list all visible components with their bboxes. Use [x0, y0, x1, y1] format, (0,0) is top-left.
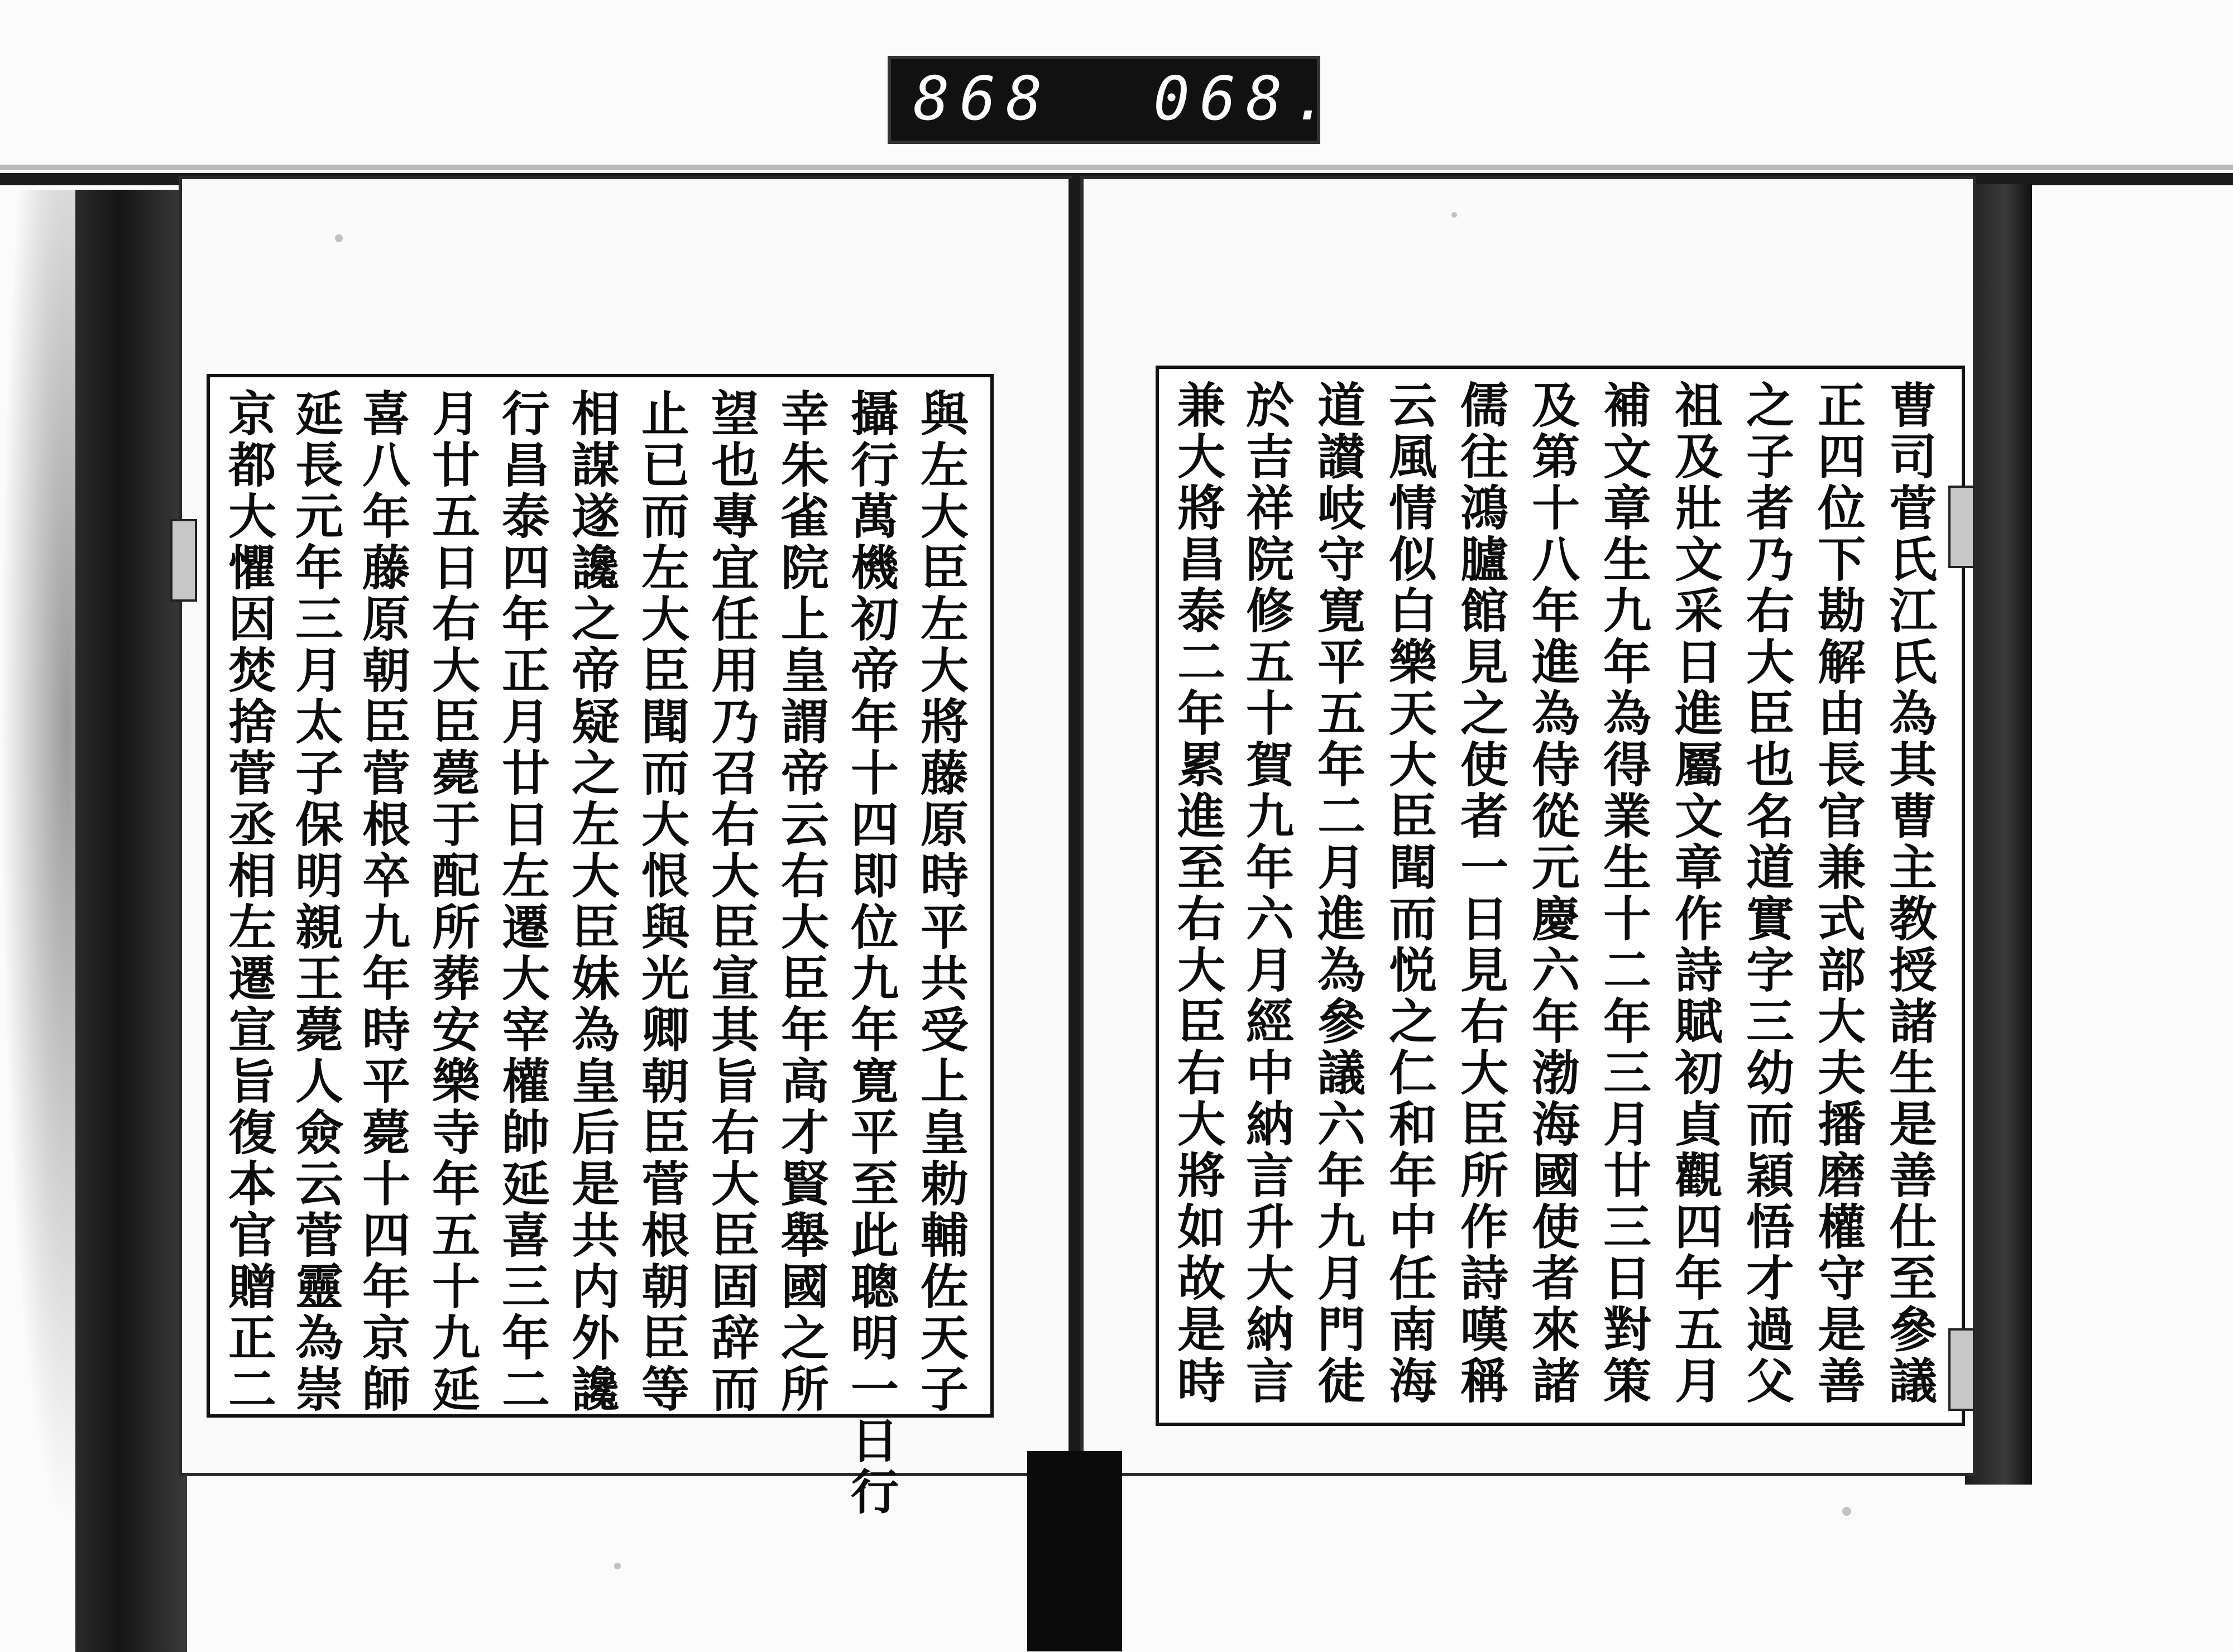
counter-right-number: 068.	[1153, 64, 1339, 134]
left-column-7: 行昌泰四年正月廿日左遷大宰權帥延喜三年二	[493, 388, 550, 1415]
right-text-frame	[1156, 366, 1965, 1426]
left-column-9: 喜八年藤原朝臣菅根卒九年時平薨十四年京師	[354, 388, 410, 1415]
right-column-4: 祖及壯文采日進屬文章作詩賦初貞觀四年五月	[1666, 380, 1723, 1407]
left-binding-shadow	[75, 190, 187, 1652]
right-column-7: 儒往鴻臚館見之使者一日見右大臣所作詩嘆稱	[1452, 380, 1508, 1407]
left-column-6: 相謀遂讒之帝疑之左大臣妹為皇后是共内外讒	[563, 388, 620, 1415]
left-stain	[0, 190, 84, 1529]
left-column-11: 京都大懼因焚捨菅丞相左遷宣旨復本官贈正二	[220, 388, 276, 1415]
left-column-8: 月廿五日右大臣薨于配所葬安樂寺年五十九延	[424, 388, 480, 1415]
scan-speck	[614, 1563, 621, 1569]
right-page-tab-bottom	[1948, 1328, 1975, 1411]
left-column-3: 幸朱雀院上皇謂帝云右大臣年高才賢舉國之所	[773, 388, 829, 1415]
right-column-3: 之子者乃右大臣也名道實字三幼而穎悟才過父	[1738, 380, 1794, 1407]
right-column-10: 於吉祥院修五十賀九年六月經中納言升大納言	[1238, 380, 1294, 1407]
right-column-5: 補文章生九年為得業生十二年三月廿三日對策	[1595, 380, 1651, 1407]
right-column-1: 曹司菅氏江氏為其曹主教授諸生是善仕至參議	[1881, 380, 1937, 1407]
left-column-5: 止已而左大臣聞而大恨與光卿朝臣菅根朝臣等	[633, 388, 689, 1415]
right-column-11: 兼大將昌泰二年累進至右大臣右大將如故是時	[1169, 380, 1225, 1407]
scan-speck	[1451, 212, 1457, 218]
left-column-2: 攝行萬機初帝年十四即位九年寛平至此聰明一日行	[842, 388, 899, 1518]
right-column-2: 正四位下勘解由長官兼式部大夫播磨權守是善	[1809, 380, 1866, 1407]
scan-speck	[335, 234, 343, 242]
left-page-tab	[170, 519, 197, 602]
bottom-gutter-shadow	[1027, 1451, 1122, 1651]
right-column-8: 云風情似白樂天大臣聞而悦之仁和年中任南海	[1381, 380, 1437, 1407]
scan-speck	[1842, 1507, 1851, 1516]
counter-left-number: 868	[913, 64, 1053, 134]
right-page-tab-top	[1948, 486, 1975, 568]
ruler-shadow	[0, 165, 2233, 170]
left-column-1: 與左大臣左大將藤原時平共受上皇勅輔佐天子	[912, 388, 969, 1415]
right-column-6: 及第十八年進為侍從元慶六年渤海國使者來諸	[1523, 380, 1580, 1407]
center-gutter	[1069, 179, 1080, 1496]
left-text-frame	[207, 374, 994, 1518]
right-column-9: 道讃岐守寛平五年二月進為參議六年九月門徒	[1309, 380, 1365, 1407]
left-column-10: 延長元年三月太子保明親王薨人僉云菅靈為崇	[287, 388, 343, 1415]
left-column-4: 望也專宜任用乃召右大臣宣其旨右大臣固辞而	[703, 388, 759, 1415]
frame-counter-plate	[888, 56, 1339, 144]
